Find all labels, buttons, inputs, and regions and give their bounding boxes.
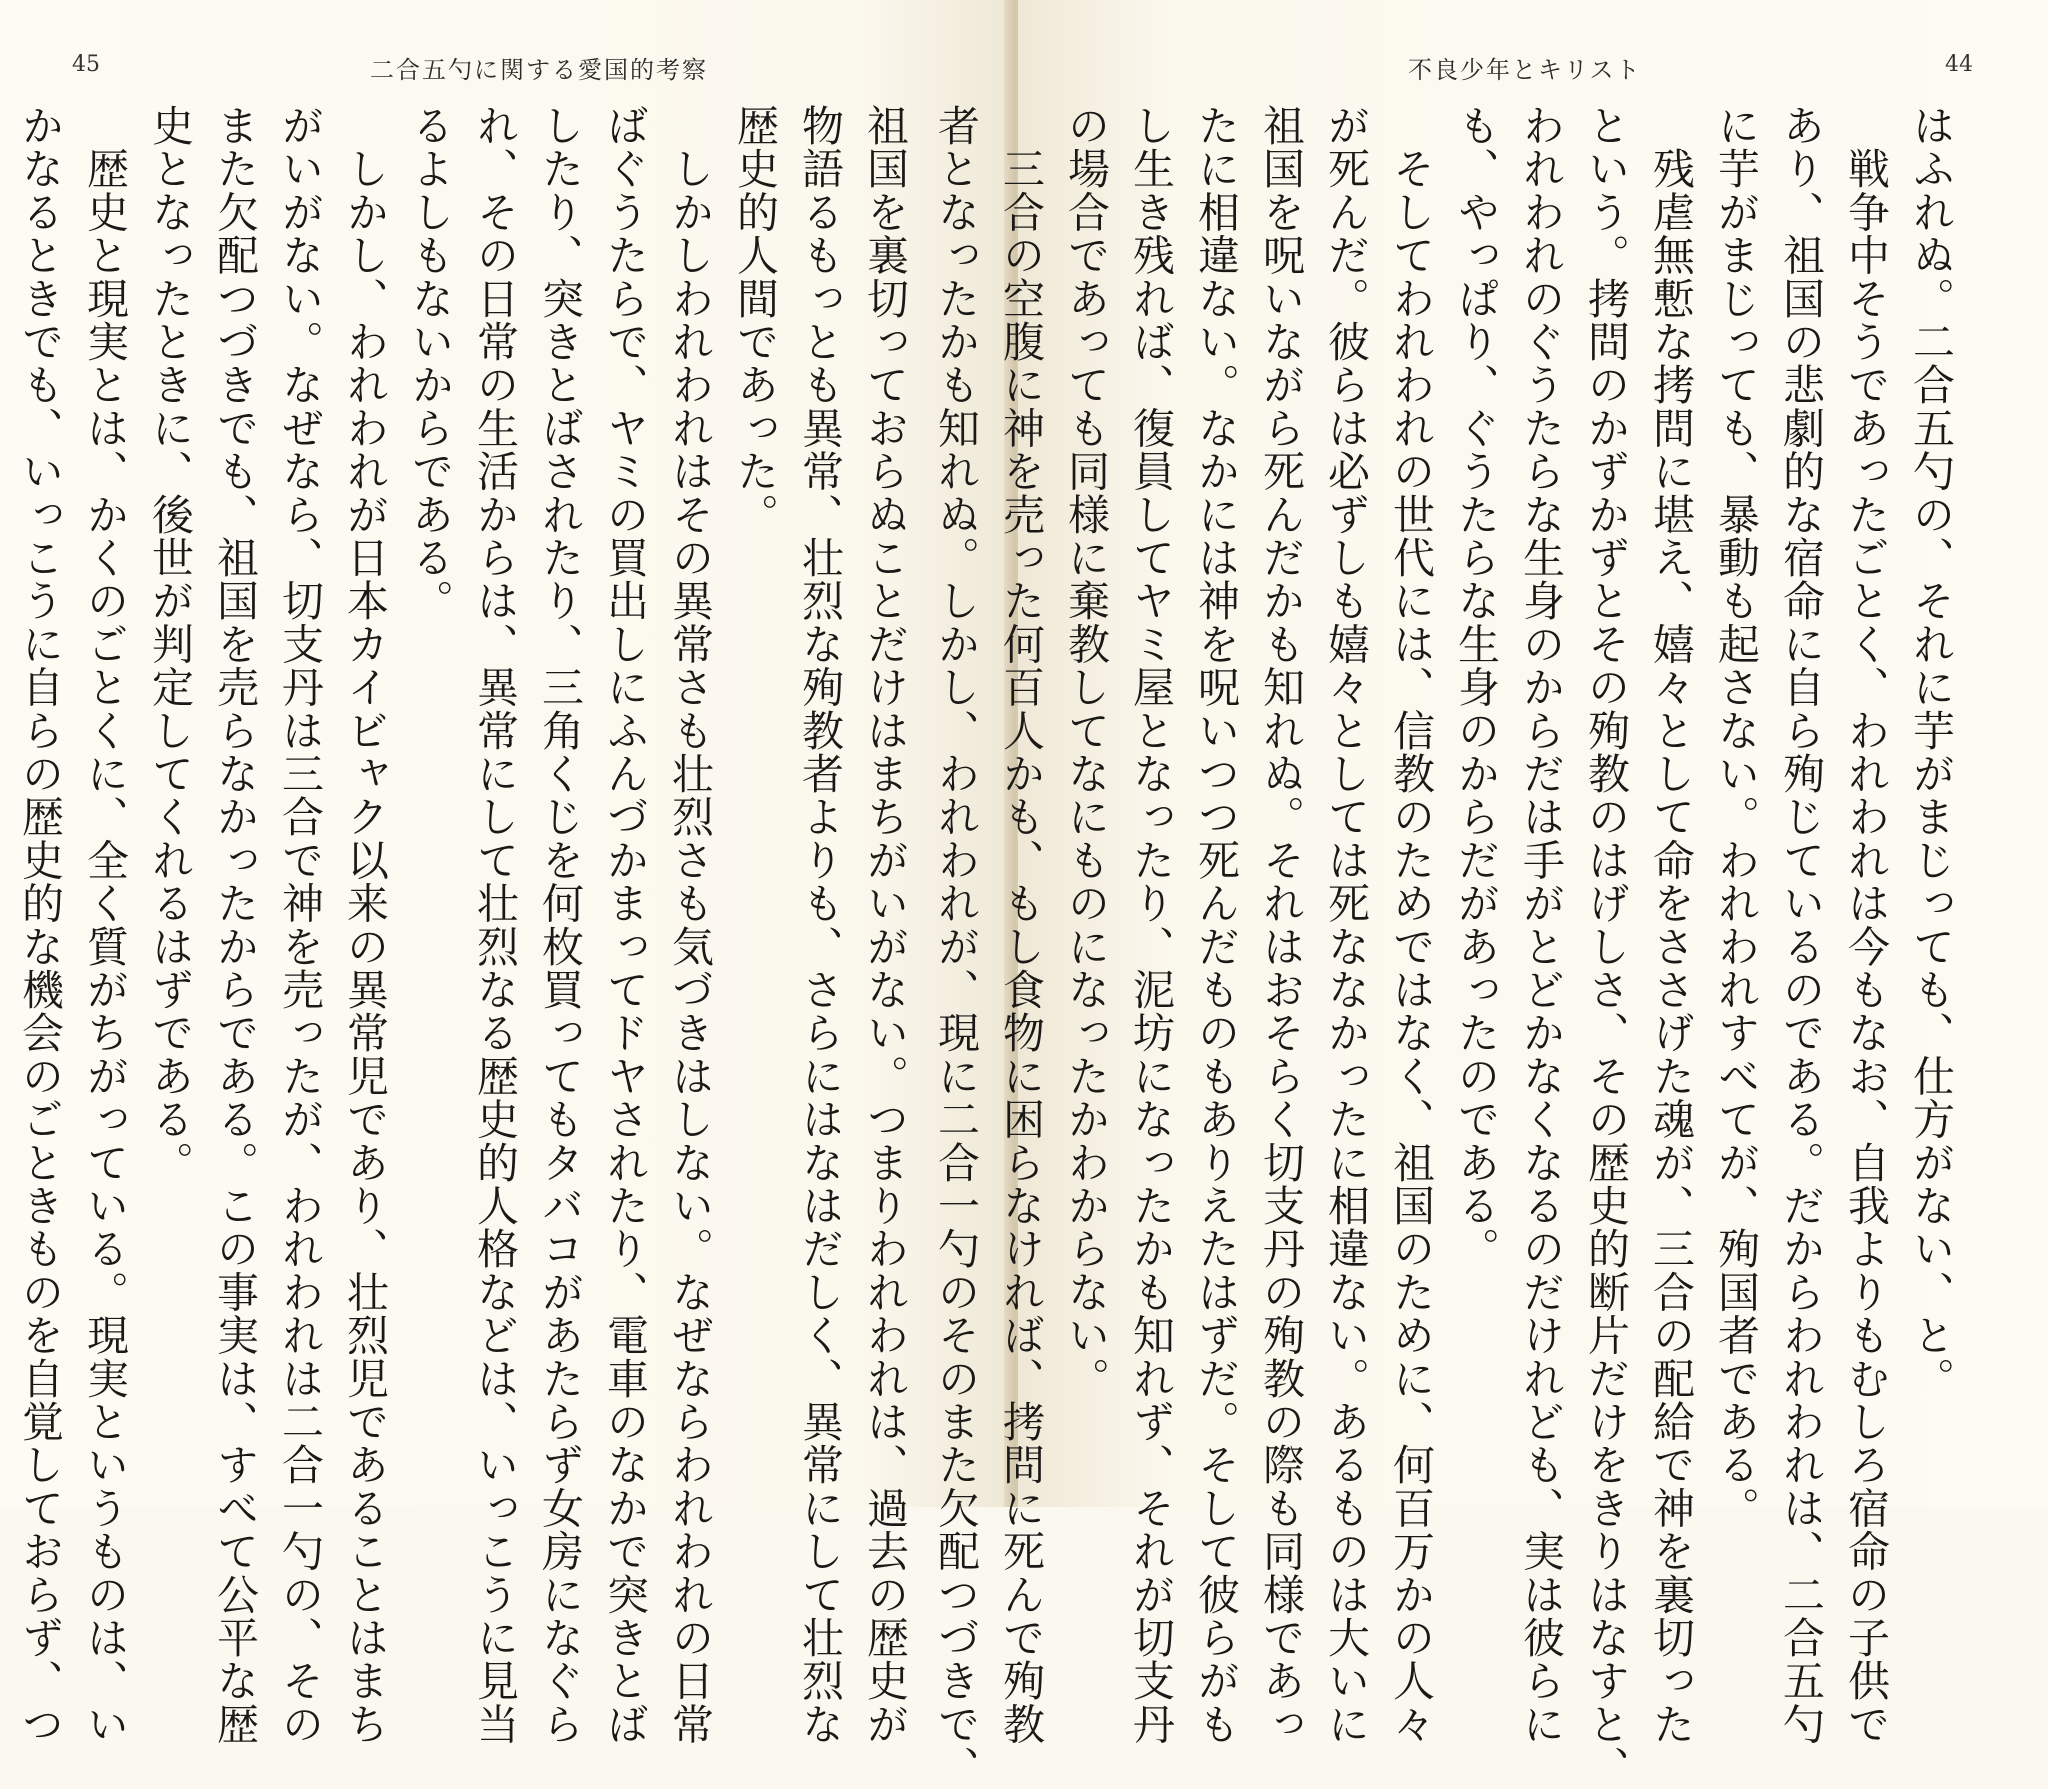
text-line: 史となったときに、後世が判定してくれるはずである。 xyxy=(146,104,195,1184)
text-line: が死んだ。彼らは必ずしも嬉々としては死ななかったに相違ない。あるものは大いに xyxy=(1322,104,1371,1746)
text-line: 者となったかも知れぬ。しかし、われわれが、現に二合一勺のそのまた欠配つづきで、 xyxy=(932,104,981,1789)
text-line: ばぐうたらで、ヤミの買出しにふんづかまってドヤされたり、電車のなかで突きとば xyxy=(601,104,650,1746)
running-head: 二合五勺に関する愛国的考察 xyxy=(370,56,708,84)
text-line xyxy=(0,104,8,1484)
text-line: がいがない。なぜなら、切支丹は三合で神を売ったが、われわれは二合一勺の、その xyxy=(276,104,325,1746)
page-number: 44 xyxy=(1945,52,1973,77)
text-line: かなるときでも、いっこうに自らの歴史的な機会のごときものを自覚しておらず、つ xyxy=(16,104,65,1746)
text-line: はふれぬ。二合五勺の、それに芋がまじっても、仕方がない、と。 xyxy=(1907,104,1956,1400)
text-line: 三合の空腹に神を売った何百人かも、もし食物に困らなければ、拷問に死んで殉教 xyxy=(997,104,1046,1746)
text-line: の場合であっても同様に棄教してなにものになったかわからない。 xyxy=(1062,104,1111,1400)
text-line: たに相違ない。なかには神を呪いつつ死んだものもありえたはずだ。そして彼らがも xyxy=(1192,104,1241,1746)
body-text xyxy=(0,104,918,1746)
text-line: し生き残れば、復員してヤミ屋となったり、泥坊になったかも知れず、それが切支丹 xyxy=(1127,104,1176,1746)
text-line: 祖国を裏切っておらぬことだけはまちがいがない。つまりわれわれは、過去の歴史が xyxy=(861,104,910,1746)
page-number: 45 xyxy=(72,52,100,77)
text-line: 歴史的人間であった。 xyxy=(731,104,780,536)
text-line: 祖国を呪いながら死んだかも知れぬ。それはおそらく切支丹の殉教の際も同様であっ xyxy=(1257,104,1306,1746)
text-line: るよしもないからである。 xyxy=(406,104,455,623)
text-line: 物語るもっとも異常、壮烈な殉教者よりも、さらにはなはだしく、異常にして壮烈な xyxy=(796,104,845,1746)
text-line: しかしわれわれはその異常さも壮烈さも気づきはしない。なぜならわれわれの日常 xyxy=(666,104,715,1746)
body-text xyxy=(924,104,1964,1789)
text-line: そしてわれわれの世代には、信教のためではなく、祖国のために、何百万かの人々 xyxy=(1387,104,1436,1746)
text-line: 残虐無慙な拷問に堪え、嬉々として命をささげた魂が、三合の配給で神を裏切った xyxy=(1647,104,1696,1746)
text-line: という。拷問のかずかずとその殉教のはげしさ、その歴史的断片だけをきりはなすと、 xyxy=(1582,104,1631,1789)
running-head: 不良少年とキリスト xyxy=(1408,56,1642,84)
text-line: しかし、われわれが日本カイビャク以来の異常児であり、壮烈児であることはまち xyxy=(341,104,390,1746)
text-line: れ、その日常の生活からは、異常にして壮烈なる歴史的人格などは、いっこうに見当 xyxy=(471,104,520,1746)
text-line: も、やっぱり、ぐうたらな生身のからだがあったのである。 xyxy=(1452,104,1501,1271)
text-line: に芋がまじっても、暴動も起さない。われわれすべてが、殉国者である。 xyxy=(1712,104,1761,1530)
text-line: われわれのぐうたらな生身のからだは手がとどかなくなるのだけれども、実は彼らに xyxy=(1517,104,1566,1746)
text-line: また欠配つづきでも、祖国を売らなかったからである。この事実は、すべて公平な歴 xyxy=(211,104,260,1746)
text-line: あり、祖国の悲劇的な宿命に自ら殉じているのである。だからわれわれは、二合五勺 xyxy=(1777,104,1826,1746)
text-line: したり、突きとばされたり、三角くじを何枚買ってもタバコがあたらず女房になぐら xyxy=(536,104,585,1746)
left-page xyxy=(0,0,1010,1789)
text-line: 戦争中そうであったごとく、われわれは今もなお、自我よりもむしろ宿命の子供で xyxy=(1842,104,1891,1746)
right-page xyxy=(932,0,2048,1789)
text-line: 歴史と現実とは、かくのごとくに、全く質がちがっている。現実というものは、い xyxy=(81,104,130,1746)
